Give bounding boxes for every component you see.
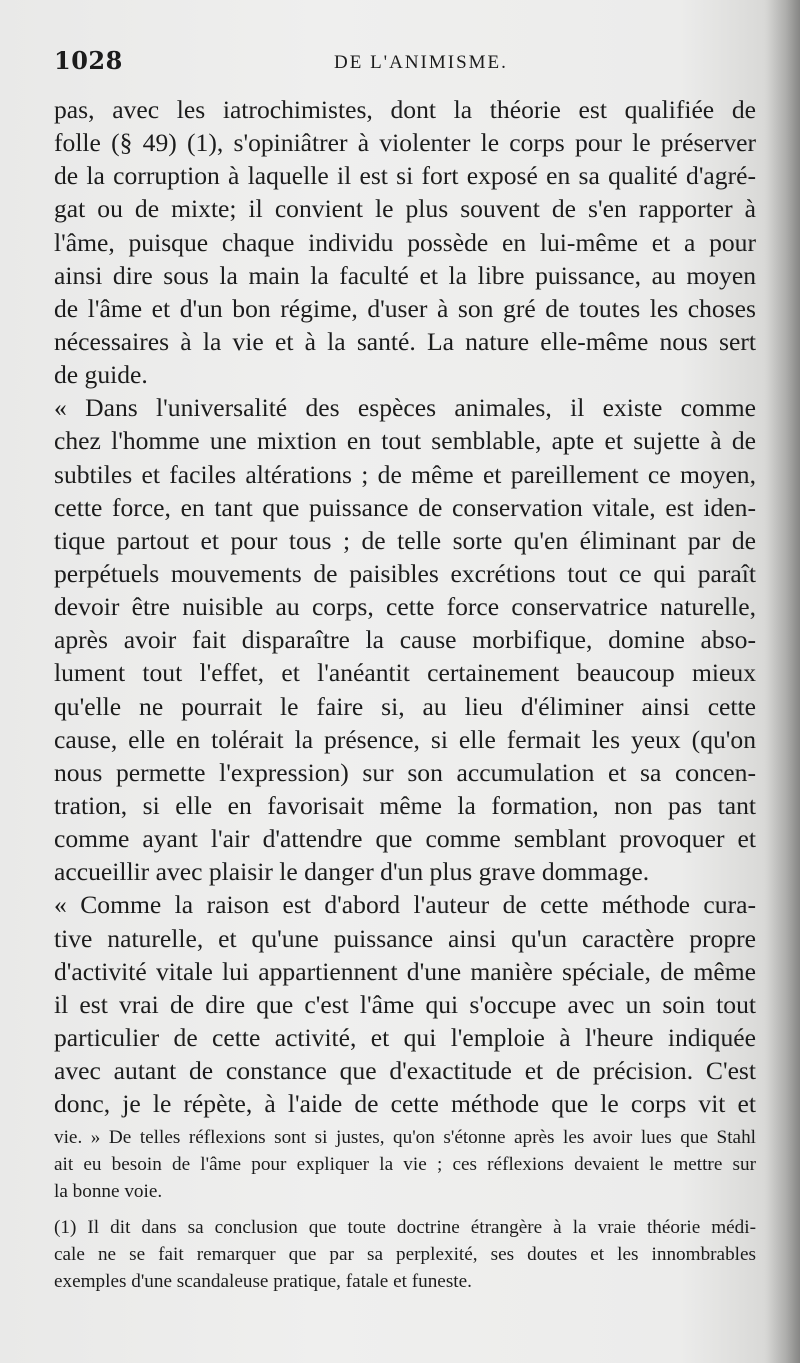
text-line: de guide.	[54, 360, 148, 390]
text-line: particulier de cette activité, et qui l'emploie à l'heure indiquée	[54, 1022, 756, 1052]
text-line: il est vrai de dire que c'est l'âme qui s'occupe avec un soin tout	[54, 989, 756, 1019]
footnotes	[54, 1124, 756, 1295]
text-line: subtiles et faciles altérations ; de même et pareillement ce moyen,	[54, 459, 756, 489]
text-line: gat ou de mixte; il convient le plus souvent de s'en rapporter à	[54, 194, 756, 224]
text-line: nous permette l'expression) sur son accumulation et sa concen-	[54, 757, 756, 787]
text-line: cause, elle en tolérait la présence, si elle fermait les yeux (qu'on	[54, 724, 756, 754]
text-line: donc, je le répète, à l'aide de cette méthode que le corps vit et	[54, 1089, 756, 1119]
text-line: devoir être nuisible au corps, cette force conservatrice naturelle,	[54, 592, 756, 622]
text-line: « Dans l'universalité des espèces animales, il existe comme	[54, 393, 756, 423]
text-line: qu'elle ne pourrait le faire si, au lieu d'éliminer ainsi cette	[54, 691, 756, 721]
footnote-line: la bonne voie.	[54, 1181, 163, 1203]
text-line: tique partout et pour tous ; de telle sorte qu'en éliminant par de	[54, 525, 756, 555]
footnote-line: ait eu besoin de l'âme pour expliquer la vie ; ces réflexions devaient le mettre sur	[54, 1154, 756, 1176]
running-title: DE L'ANIMISME.	[334, 52, 508, 73]
spine-shadow	[764, 0, 800, 1363]
text-line: de la corruption à laquelle il est si fort exposé en sa qualité d'agré-	[54, 161, 756, 191]
footnote-gap	[54, 1206, 756, 1214]
text-line: avec autant de constance que d'exactitude et de précision. C'est	[54, 1056, 756, 1086]
text-line: de l'âme et d'un bon régime, d'user à son gré de toutes les choses	[54, 293, 756, 323]
text-line: pas, avec les iatrochimistes, dont la théorie est qualifiée de	[54, 95, 756, 124]
text-line: perpétuels mouvements de paisibles excrétions tout ce qui paraît	[54, 558, 756, 588]
text-line: d'activité vitale lui appartiennent d'une manière spéciale, de même	[54, 956, 756, 986]
text-line: nécessaires à la vie et à la santé. La nature elle-même nous sert	[54, 326, 756, 356]
footnote-line: (1) Il dit dans sa conclusion que toute doctrine étrangère à la vraie théorie médi-	[54, 1216, 756, 1238]
text-line: cette force, en tant que puissance de conservation vitale, est iden-	[54, 492, 756, 522]
text-line: « Comme la raison est d'abord l'auteur de cette méthode cura-	[54, 890, 756, 920]
text-line: comme ayant l'air d'attendre que comme semblant provoquer et	[54, 824, 756, 854]
footnote-line: exemples d'une scandaleuse pratique, fatale et funeste.	[54, 1270, 472, 1292]
text-line: lument tout l'effet, et l'anéantit certainement beaucoup mieux	[54, 658, 756, 688]
text-line: tration, si elle en favorisait même la formation, non pas tant	[54, 790, 756, 820]
footnote-line: cale ne se fait remarquer que par sa perplexité, ses doutes et les innombrables	[54, 1243, 756, 1265]
text-line: accueillir avec plaisir le danger d'un plus grave dommage.	[54, 857, 650, 887]
text-line: après avoir fait disparaître la cause morbifique, domine abso-	[54, 625, 756, 655]
page-number: 1028	[54, 46, 123, 75]
text-line: chez l'homme une mixtion en tout semblable, apte et sujette à de	[54, 426, 756, 456]
text-line: ainsi dire sous la main la faculté et la libre puissance, au moyen	[54, 260, 756, 290]
text-line: folle (§ 49) (1), s'opiniâtrer à violenter le corps pour le préserver	[54, 128, 756, 158]
text-line: tive naturelle, et qu'une puissance ainsi qu'un caractère propre	[54, 923, 756, 953]
footnote-line: vie. » De telles réflexions sont si justes, qu'on s'étonne après les avoir lues que Stahl	[54, 1127, 756, 1148]
main-text	[54, 93, 756, 1120]
page-header	[54, 46, 754, 82]
text-line: l'âme, puisque chaque individu possède en lui-même et a pour	[54, 227, 756, 257]
